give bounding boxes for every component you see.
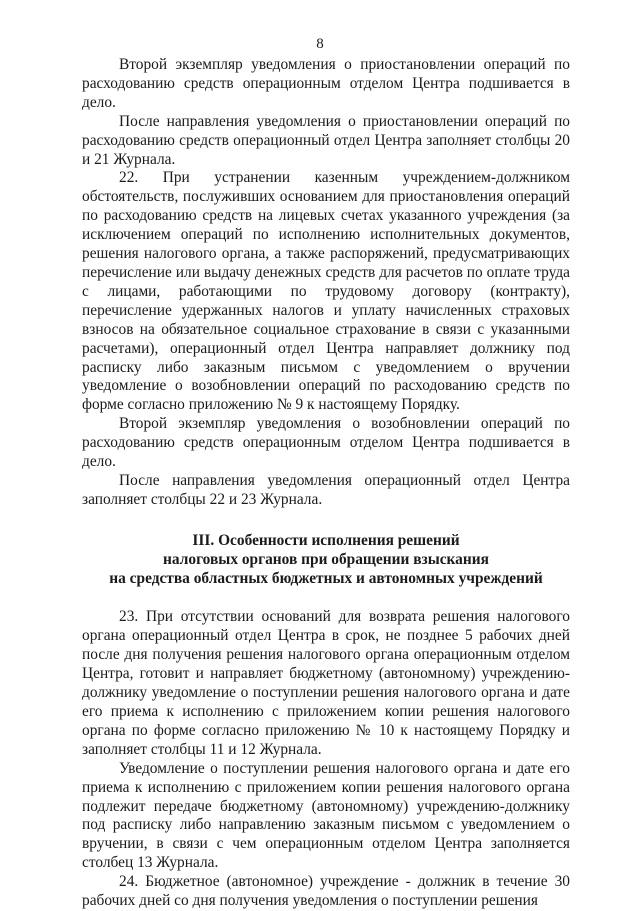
paragraph: Уведомление о поступлении решения налогового органа и дате его приема к исполнению с приложением копии решения налогового органа подлежит передаче бюджетному (автономному) учреждению-должнику под расписку либо направлению заказным письмом с уведомлением о вручении, в связи с чем операционным отделом Центра заполняется столбец 13 Журнала. — [82, 759, 570, 872]
paragraph: Второй экземпляр уведомления о возобновлении операций по расходованию средств операционным отделом Центра подшивается в дело. — [82, 415, 570, 471]
page-number: 8 — [316, 36, 324, 52]
paragraph: После направления уведомления операционный отдел Центра заполняет столбцы 22 и 23 Журнала. — [82, 471, 570, 508]
section-heading — [82, 532, 570, 589]
section-heading-line: III. Особенности исполнения решений — [192, 531, 460, 549]
paragraph: После направления уведомления о приостановлении операций по расходованию средств операционный отдел Центра заполняет столбцы 20 и 21 Журнала. — [82, 112, 570, 168]
paragraph: Второй экземпляр уведомления о приостановлении операций по расходованию средств операционным отделом Центра подшивается в дело. — [82, 56, 570, 111]
paragraph-item-24: 24. Бюджетное (автономное) учреждение - должник в течение 30 рабочих дней со дня получения уведомления о поступлении решения — [82, 873, 570, 910]
section-heading-line: на средства областных бюджетных и автономных учреждений — [109, 569, 543, 587]
paragraph-item-22: 22. При устранении казенным учреждением-должником обстоятельств, послуживших основанием для приостановления операций по расходованию средств на лицевых счетах указанного учреждения (за исключением операций по исполнению исполнительных документов, решения налогового органа, а также распоряжений, предусматривающих перечисление или выдачу денежных средств для расчетов по оплате труда с лицами, работающими по трудовому договору (контракту), перечисление удержанных налогов и уплату начисленных страховых взносов на обязательное социальное страхование в связи с указанными расчетами), операционный отдел Центра направляет должнику под расписку либо заказным письмом с уведомлением о вручении уведомление о возобновлении операций по расходованию средств по форме согласно приложению № 9 к настоящему Порядку. — [82, 169, 570, 414]
paragraph-item-23: 23. При отсутствии оснований для возврата решения налогового органа операционный отдел Центра в срок, не позднее 5 рабочих дней после дня получения решения налогового органа операционным отделом Центра, готовит и направляет бюджетному (автономному) учреждению-должнику уведомление о поступлении решения налогового органа и дате его приема к исполнению с приложением копии решения налогового органа по форме согласно приложению № 10 к настоящему Порядку и заполняет столбцы 11 и 12 Журнала. — [82, 608, 570, 758]
section-heading-line: налоговых органов при обращении взыскания — [163, 550, 489, 568]
document-body — [82, 56, 570, 911]
